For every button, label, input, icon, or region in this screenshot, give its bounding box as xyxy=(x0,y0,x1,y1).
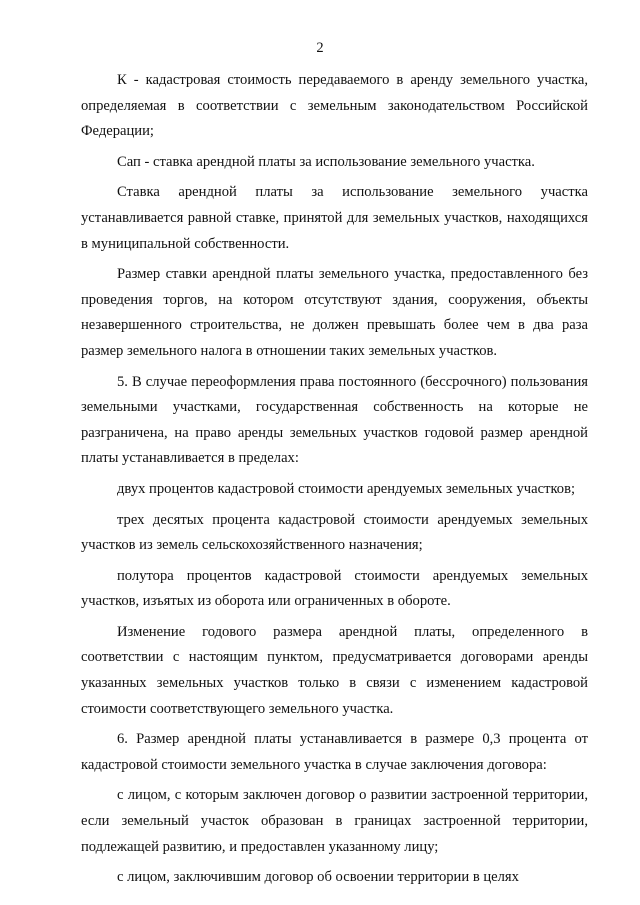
page-number: 2 xyxy=(316,40,324,56)
paragraph-rate-municipal: Ставка арендной платы за использование земельного участка устанавливается равной ставке, принятой для земельных участков, находящихся в муниципальной собственности. xyxy=(81,184,588,252)
paragraph-territory-contract: с лицом, заключившим договор об освоении территории в целях xyxy=(117,869,519,886)
paragraph-section-6: 6. Размер арендной платы устанавливается в размере 0,3 процента от кадастровой стоимости земельного участка в случае заключения договора: xyxy=(81,731,588,773)
paragraph-cadastral-value: К - кадастровая стоимость передаваемого в аренду земельного участка, определяемая в соответствии с земельным законодательством Российской Федерации; xyxy=(81,72,588,140)
paragraph-rent-change: Изменение годового размера арендной платы, определенного в соответствии с настоящим пунктом, предусматривается договорами аренды указанных земельных участков только в связи с изменением кадастровой стоимости соответствующего земельного участка. xyxy=(81,623,588,717)
paragraph-three-tenths: трех десятых процента кадастровой стоимости арендуемых земельных участков из земель сельскохозяйственного назначения; xyxy=(81,511,588,554)
paragraph-section-5: 5. В случае переоформления права постоянного (бессрочного) пользования земельными участками, государственная собственность на которые не разграничена, на право аренды земельных участков годовой размер арендной платы устанавливается в пределах: xyxy=(81,373,588,467)
document-body xyxy=(81,68,588,891)
paragraph-two-percent: двух процентов кадастровой стоимости арендуемых земельных участков; xyxy=(117,480,576,497)
paragraph-rate-limit: Размер ставки арендной платы земельного участка, предоставленного без проведения торгов, на котором отсутствуют здания, сооружения, объекты незавершенного строительства, не должен превышать более чем в два раза размер земельного налога в отношении таких земельных участков. xyxy=(81,266,588,359)
paragraph-one-and-half: полутора процентов кадастровой стоимости арендуемых земельных участков, изъятых из оборота или ограниченных в обороте. xyxy=(81,567,588,610)
paragraph-development-contract: с лицом, с которым заключен договор о развитии застроенной территории, если земельный участок образован в границах застроенной территории, подлежащей развитию, и предоставлен указанному лицу; xyxy=(81,787,588,855)
paragraph-rate-definition: Сап - ставка арендной платы за использование земельного участка. xyxy=(117,153,535,170)
